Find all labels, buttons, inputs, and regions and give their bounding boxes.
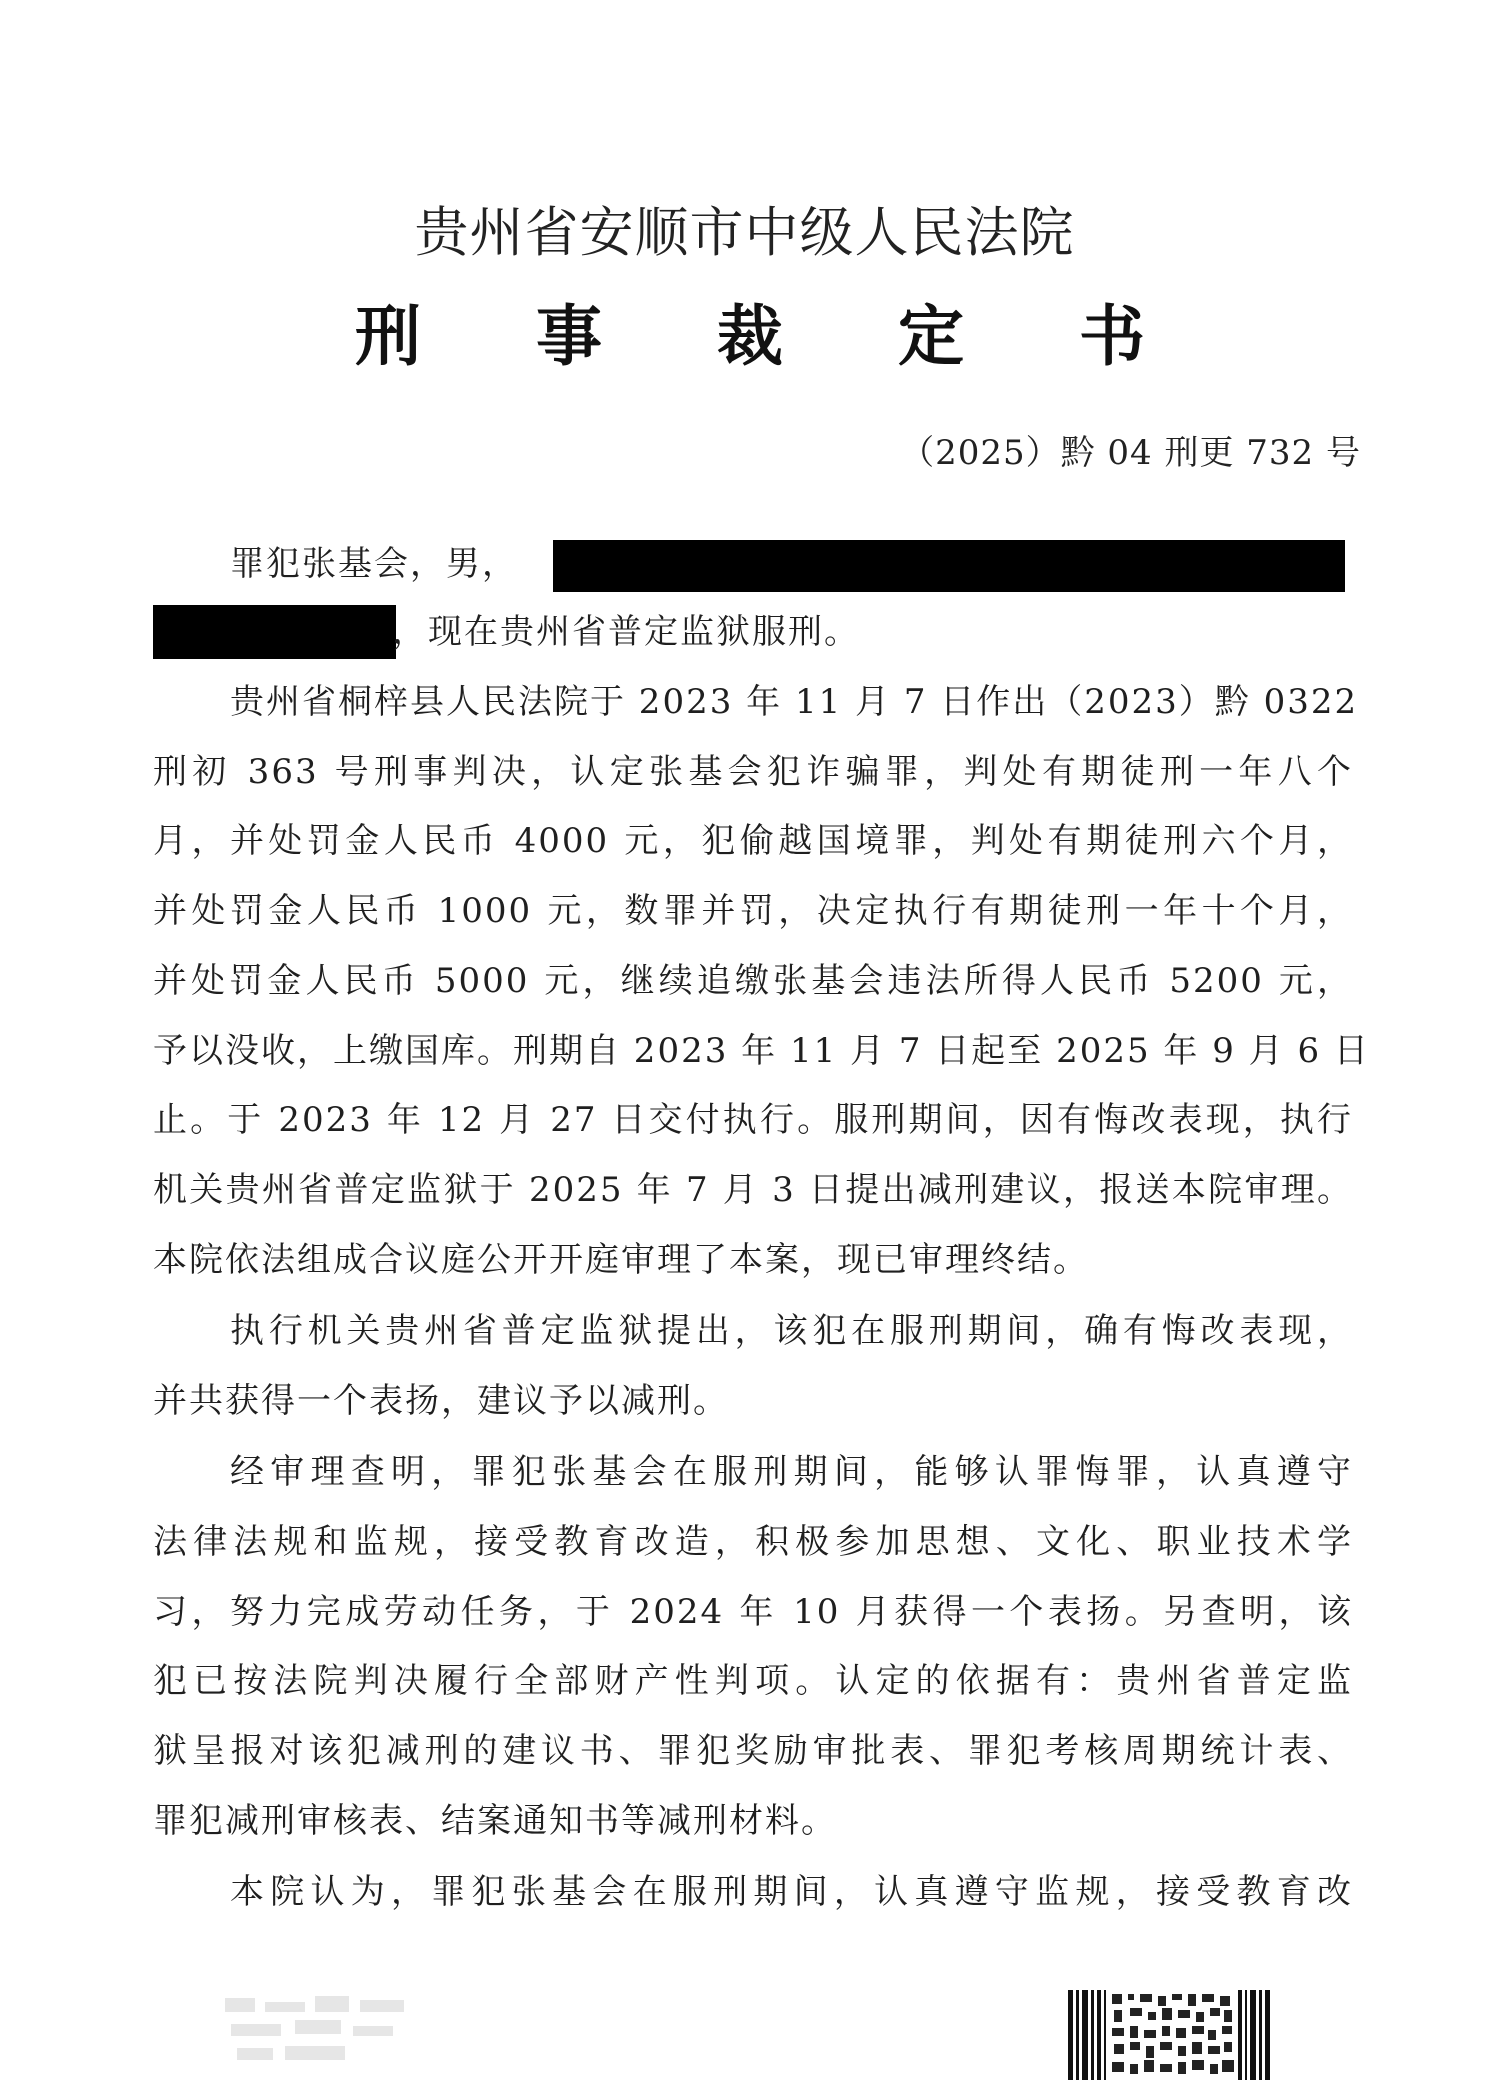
- title-char: 定: [898, 298, 964, 375]
- intro-line-2: ，现在贵州省普定监狱服刑。: [392, 612, 860, 652]
- paragraph-line: 机关贵州省普定监狱于 2025 年 7 月 3 日提出减刑建议，报送本院审理。: [153, 1170, 1353, 1210]
- paragraph-line: 并处罚金人民币 1000 元，数罪并罚，决定执行有期徒刑一年十个月，: [153, 891, 1353, 931]
- paragraph-line: 本院认为，罪犯张基会在服刑期间，认真遵守监规，接受教育改: [230, 1872, 1353, 1912]
- paragraph-line: 狱呈报对该犯减刑的建议书、罪犯奖励审批表、罪犯考核周期统计表、: [153, 1731, 1353, 1771]
- paragraph-line: 止。于 2023 年 12 月 27 日交付执行。服刑期间，因有悔改表现，执行: [153, 1100, 1353, 1140]
- title-char: 刑: [355, 298, 421, 375]
- court-name: 贵州省安顺市中级人民法院: [414, 201, 1075, 264]
- scan-smudge: [215, 1990, 415, 2070]
- title-char: 书: [1079, 298, 1145, 375]
- title-char: 裁: [717, 298, 783, 375]
- redaction-bar: [153, 605, 396, 659]
- paragraph-line: 月，并处罚金人民币 4000 元，犯偷越国境罪，判处有期徒刑六个月，: [153, 821, 1353, 861]
- paragraph-line: 罪犯减刑审核表、结案通知书等减刑材料。: [153, 1801, 837, 1841]
- paragraph-line: 贵州省桐梓县人民法院于 2023 年 11 月 7 日作出（2023）黔 0322: [230, 682, 1359, 722]
- case-number: （2025）黔 04 刑更 732 号: [900, 433, 1361, 473]
- title-char: 事: [536, 298, 602, 375]
- paragraph-line: 刑初 363 号刑事判决，认定张基会犯诈骗罪，判处有期徒刑一年八个: [153, 752, 1353, 792]
- intro-line-1: 罪犯张基会，男，: [230, 544, 518, 584]
- paragraph-line: 本院依法组成合议庭公开开庭审理了本案，现已审理终结。: [153, 1240, 1089, 1280]
- paragraph-line: 犯已按法院判决履行全部财产性判项。认定的依据有：贵州省普定监: [153, 1661, 1353, 1701]
- redaction-bar: [553, 540, 1345, 592]
- paragraph-line: 并共获得一个表扬，建议予以减刑。: [153, 1381, 729, 1421]
- paragraph-line: 习，努力完成劳动任务，于 2024 年 10 月获得一个表扬。另查明，该: [153, 1592, 1353, 1632]
- paragraph-line: 执行机关贵州省普定监狱提出，该犯在服刑期间，确有悔改表现，: [230, 1311, 1353, 1351]
- paragraph-line: 并处罚金人民币 5000 元，继续追缴张基会违法所得人民币 5200 元，: [153, 961, 1353, 1001]
- paragraph-line: 法律法规和监规，接受教育改造，积极参加思想、文化、职业技术学: [153, 1522, 1353, 1562]
- paragraph-line: 经审理查明，罪犯张基会在服刑期间，能够认罪悔罪，认真遵守: [230, 1452, 1353, 1492]
- paragraph-line: 予以没收，上缴国库。刑期自 2023 年 11 月 7 日起至 2025 年 9 月 6 日: [153, 1031, 1370, 1071]
- document-title: [355, 283, 1145, 378]
- barcode-icon: [1068, 1990, 1274, 2080]
